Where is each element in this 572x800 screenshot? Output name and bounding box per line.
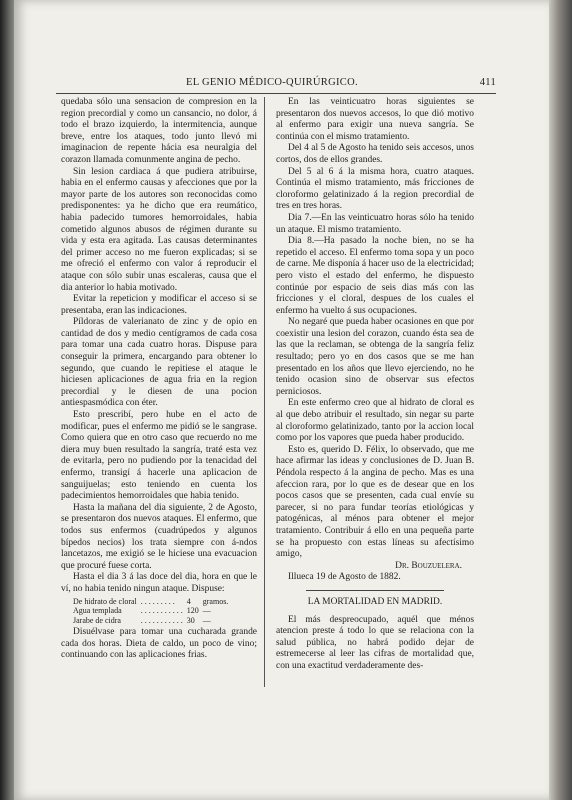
page-edge — [549, 0, 572, 800]
drug-name: Jarabe de cidra — [73, 615, 121, 625]
paragraph: Disuélvase para tomar una cucharada grande cada dos horas. Dieta de caldo, un poco de vino; continuando con las aplicaciones frias. — [61, 627, 257, 661]
drug-name: Agua templada — [73, 606, 122, 616]
prescription-row — [71, 597, 230, 607]
paragraph: Del 4 al 5 de Agosto ha tenido seis accesos, unos cortos, dos de ellos grandes. — [276, 143, 474, 165]
column-divider — [264, 97, 265, 687]
paragraph: Esto es, querido D. Félix, lo observado, que me hace afirmar las ideas y conclusiones de D. Juan B. Péndola respecto á la angina de pecho. Mas es una afeccion rara, por lo que es de desear que en los pocos casos que se presenten, cada cual envíe su parecer, si no para fundar teorías etiológicas y patogénicas, al ménos para obtener el mejor tratamiento. Contribuir á ello en una pequeña parte se ha propuesto con estas líneas su afectísimo amigo, — [276, 444, 474, 560]
drug-unit: — — [202, 615, 211, 625]
paragraph: En este enfermo creo que al hidrato de cloral es al que debo atribuir el resultado, sin negar su parte al cloroformo gelatinizado, tanto por la accion local como por los vapores que pueda haber producido. — [276, 398, 474, 444]
right-column — [276, 97, 474, 673]
place-date: Illueca 19 de Agosto de 1882. — [288, 572, 401, 583]
dot-leader: . . . . . . . . . . . — [140, 615, 183, 625]
prescription-table — [71, 597, 230, 626]
drug-unit: — — [202, 606, 211, 616]
left-column — [61, 97, 257, 662]
paragraph: Sin lesion cardiaca á que pudiera atribuirse, habia en el enfermo causas y afecciones que por la mayor parte de los autores son reconocidas como predisponentes: ya he dicho que era reumático, habia padecido tumores hemorroidales, habia cometido algunos abusos de régimen durante su vida y esta era agitada. Las causas determinantes del primer acceso no me fueron explicadas; si se me ofreció el enfermo con valor á reproducir el ataque con sólo subir unas escaleras, causa que el dia anterior lo habia motivado. — [61, 166, 257, 293]
drug-qty: 4 — [186, 596, 191, 606]
paragraph: Hasta el dia 3 á las doce del dia, hora en que le ví, no habia tenido ningun ataque. Dispuse: — [61, 572, 257, 594]
running-header — [56, 77, 496, 91]
section-rule — [306, 590, 444, 591]
paragraph: Hasta la mañana del dia siguiente, 2 de Agosto, se presentaron dos nuevos ataques. El enfermo, que todos sus enfermos (cuadrúpedos y algunos bípedos necios) los trata siempre con á-ndos lancetazos, me exigió se le hiciese una evacuacion que procuré fuese corta. — [61, 502, 257, 571]
paragraph: No negaré que pueda haber ocasiones en que por coexistir una lesion del corazon, cuando ésta sea de las que la reclaman, se obtenga de la sangría feliz resultado; pero yo en dos casos que se me han presentado en los años que llevo ejerciendo, no he tenido ocasion sino de observar sus efectos perniciosos. — [276, 317, 474, 397]
author-signature: Dr. Bouzuelera. — [395, 560, 462, 571]
drug-qty: 30 — [186, 615, 195, 625]
paragraph: El más despreocupado, aquél que ménos atencion preste á todo lo que se relaciona con la salud pública, no habrá podido dejar de estremecerse al leer las cifras de mortalidad que, con una exactitud verdaderamente des- — [276, 614, 474, 671]
paragraph: quedaba sólo una sensacion de compresion en la region precordial y como un cansancio, no dolor, á todo el brazo izquierdo, la intermitencia, aunque breve, entre los ataques, todo junto llevó mi imaginacion de repente hácia esa neuralgia del corazon llamada comunmente angina de pecho. — [61, 97, 257, 165]
paragraph: En las veinticuatro horas siguientes se presentaron dos nuevos accesos, lo que dió motivo al enfermo para exigir una nueva sangría. Se continúa con el mismo tratamiento. — [276, 97, 474, 142]
dot-leader: . . . . . . . . . — [140, 596, 175, 606]
section-title: LA MORTALIDAD EN MADRID. — [307, 596, 443, 607]
prescription-row — [71, 616, 230, 626]
dot-leader: . . . . . . . . . . . — [140, 606, 183, 616]
page-number: 411 — [479, 77, 496, 88]
drug-name: De hidrato de cloral — [73, 596, 137, 606]
paragraph: Píldoras de valerianato de zinc y de opio en cantidad de dos y medio centígramos de cada cosa para tomar una cada cuatro horas. Dispuse para conseguir la primera, encargando para obtener lo segundo, que cuando le repitiese el ataque le hiciesen aplicaciones de agua fria en la region precordial y le diesen de una pocion antiespasmódica con éter. — [61, 317, 257, 409]
drug-unit: gramos. — [202, 596, 229, 606]
paragraph: Del 5 al 6 á la misma hora, cuatro ataques. Continúa el mismo tratamiento, más fricciones de cloroformo gelatinizado á la region precordial de tres en tres horas. — [276, 166, 474, 212]
paragraph: Dia 7.—En las veinticuatro horas sólo ha tenido un ataque. El mismo tratamiento. — [276, 212, 474, 235]
book-spine — [0, 0, 14, 800]
paragraph: Evitar la repeticion y modificar el acceso si se presentaba, eran las indicaciones. — [61, 294, 257, 316]
drug-qty: 120 — [186, 606, 199, 616]
paragraph: Esto prescribí, pero hube en el acto de modificar, pues el enfermo me pidió se le sangrase. Como quiera que en otro caso que recuerdo no me diera muy buen resultado la sangría, traté esta vez de evitarla, pero no pudiendo por la tenacidad del enfermo, transigí á hacerle una aplicacion de sanguijuelas; esto teniendo en cuenta los padecimientos hemorroidales que habia tenido. — [61, 410, 257, 502]
paragraph: Dia 8.—Ha pasado la noche bien, no se ha repetido el acceso. El enfermo toma sopa y un poco de carne. Me disponía á hacer uso de la electricidad; pero visto el estado del enfermo, he dispuesto continúe por espacio de seis dias más con las fricciones y el cloral, despues de los cuales el enfermo ha vuelto á sus ocupaciones. — [276, 236, 474, 316]
prescription-row — [71, 606, 230, 616]
journal-title: EL GENIO MÉDICO-QUIRÚRGICO. — [186, 77, 358, 88]
header-rule — [56, 93, 496, 94]
